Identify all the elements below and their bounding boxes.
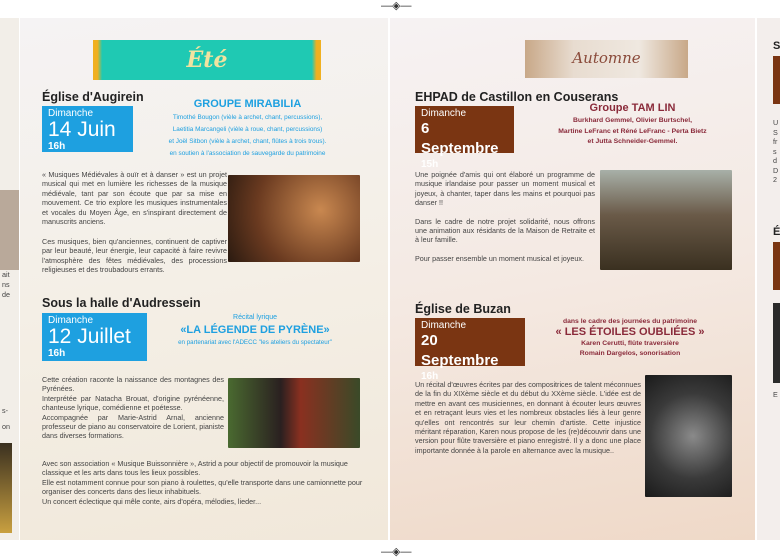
event-description: Avec son association « Musique Buissonnière », Astrid a pour objectif de promouvoir la musique classique et les arts dans tous les lieux possibles. Elle est notamment connue pour son piano à roulettes, qu'elle transporte dans une camionnette pour organiser des concerts dans des lieux inhabituels. Un concert éclectique qui mêle conte, airs d'opéra, mélodies, lieder... [42,459,363,506]
event-subtitle: Récital lyrique [233,314,277,321]
event-venue: EHPAD de Castillon en Couserans [415,90,619,104]
event-description: « Musiques Médiévales à ouïr et à danser » est un projet musical qui met en lumière les richesses de la musique médiévale, tant par son écoute que par sa mise en mouvement. Ce trio explore les musiques instrumentales et vocales du Moyen Âge, en s'inspirant directement de manuscrits anciens. [42,170,227,227]
text-fragment: s- on [2,406,10,431]
event-date-box [415,318,525,382]
event-time: 15h [421,159,439,170]
event-title: « LES ÉTOILES OUBLIÉES » [555,326,705,338]
event-day: Dimanche [421,108,467,119]
event-title: Groupe TAM LIN [589,102,676,114]
event-credits: Timothé Bougon (vièle à archet, chant, percussions), Laetitia Marcangeli (vièle à roue, chant, percussions) et Joël Sitbon (vièle à archet, chant, flûtes à trois trous). en soutien à l'association de sauvegarde du patrimoine [168,114,327,157]
event-date-box [42,313,147,361]
tam-lin-photo [600,170,732,270]
text-fragment: U S fr s d D 2 [773,118,779,184]
event-details [150,314,360,346]
date-box-fragment [773,242,780,290]
event-day: Dimanche [48,108,94,119]
event-credits: Burkhard Gemmel, Olivier Burtschel, Martine LeFranc et Réné LeFranc - Perta Bietz et Jutta Schneider-Gemmel. [558,117,707,145]
autumn-banner [525,40,688,78]
event-details [525,102,740,148]
photo-fragment [0,443,12,533]
text-fragment: S [773,40,780,52]
event-time: 16h [48,141,66,152]
event-venue: Église de Buzan [415,302,511,316]
event-title: GROUPE MIRABILIA [193,98,302,110]
event-day: Dimanche [48,315,94,326]
event-date: 14 Juin [48,118,116,141]
event-date-box [415,106,514,170]
event-date-box [42,106,133,152]
pyrene-photo [228,378,360,448]
text-fragment: ait ns de [2,270,10,299]
event-details [530,318,730,359]
photo-fragment [773,303,780,383]
next-page-edge [757,18,780,540]
event-description: Une poignée d'amis qui ont élaboré un programme de musique irlandaise pour passer un moment musical et joyeux, à chanter, taper dans les mains et pourquoi pas danser !! Dans le cadre de notre projet solidarité, nous offrons une animation aux résidants de la Maison de Retraite et à leur famille. Pour passer ensemble un moment musical et joyeux. [415,170,595,263]
event-credits: Karen Cerutti, flûte traversière Romain Dargelos, sonorisation [579,340,681,357]
event-description: Un récital d'œuvres écrites par des compositrices de talent méconnues de la fin du XIXème siècle et du début du XXème siècle. L'idée est de mettre en avant ces musiciennes, en donnant à écouter leurs œuvres et en retraçant leurs vies et les nombreux obstacles liés à leur genre qu'elles ont rencontrés sur leur chemin d'artiste. Cette injustice méritant réparation, Karen nous propose de les (re)découvrir dans une version pour flûte traversière et piano enregistré. Il y a donc une place importante donnée à la parole en alternance avec la musique.. [415,380,641,455]
event-venue: Sous la halle d'Audressein [42,296,201,310]
event-day: Dimanche [421,320,467,331]
event-time: 16h [48,348,66,359]
binding-ornament-bottom: —◈— [381,546,412,558]
summer-banner [93,40,321,80]
event-partner: en partenariat avec l'ADECC "les ateliers du spectateur" [178,339,332,346]
event-time: 16h [421,371,439,382]
summer-banner-title: Été [186,47,228,73]
text-fragment: É [773,226,780,238]
event-context: dans le cadre des journées du patrimoine [562,318,698,325]
autumn-banner-title: Automne [572,49,641,67]
date-box-fragment [773,56,780,104]
event-date: 12 Juillet [48,325,131,348]
event-title: «LA LÉGENDE DE PYRÈNE» [180,324,330,336]
event-venue: Église d'Augirein [42,90,144,104]
event-details [145,98,350,160]
event-description: Cette création raconte la naissance des montagnes des Pyrénées. Interprétée par Natacha Brouat, d'origine pyrénéenne, chanteuse lyrique, comédienne et poétesse. Accompagnée par Marie-Astrid Arnal, ancienne professeur de piano au conservatoire de Lorient, pianiste dans diverses formations. [42,375,224,441]
binding-ornament-top: —◈— [381,0,412,12]
mirabilia-photo [228,175,360,262]
photo-fragment [0,190,19,270]
event-date: 20 Septembre [421,332,499,369]
text-fragment: E [773,390,778,399]
event-date: 6 Septembre [421,120,499,157]
etoiles-photo [645,375,732,497]
previous-page-edge [0,18,19,540]
event-description: Ces musiques, bien qu'anciennes, continuent de captiver par leur beauté, leur énergie, leur capacité à faire revivre l'atmosphère des fêtes médiévales, des processions religieuses et des troubadours errants. [42,237,227,275]
